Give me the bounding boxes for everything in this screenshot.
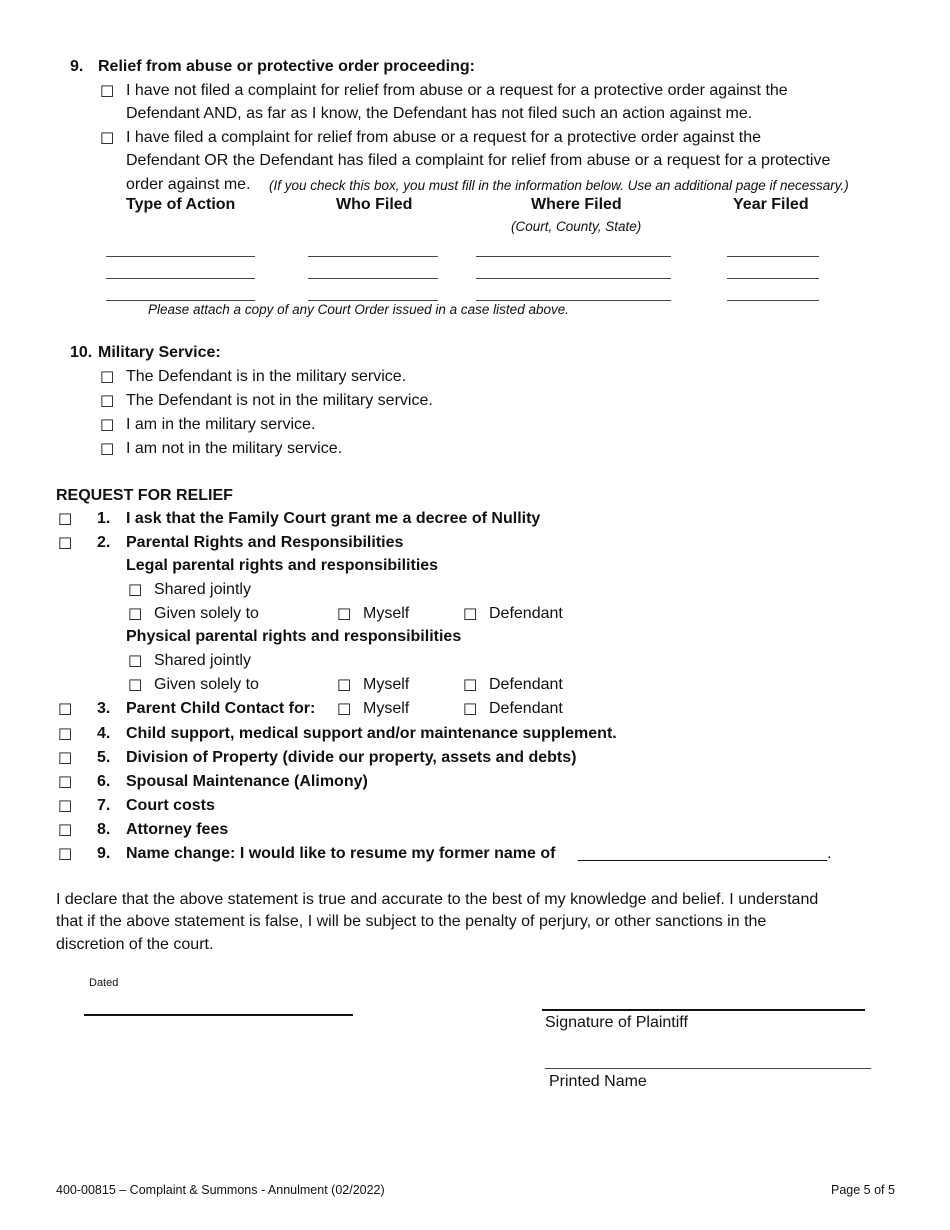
type-of-action-field-2[interactable] bbox=[106, 278, 255, 279]
checkbox-legal-shared[interactable]: ☐ bbox=[128, 581, 143, 600]
who-filed-field-1[interactable] bbox=[308, 256, 438, 257]
type-of-action-field-3[interactable] bbox=[106, 300, 255, 301]
relief-1-label: I ask that the Family Court grant me a decree of Nullity bbox=[126, 510, 541, 527]
relief-3-number: 3. bbox=[97, 700, 111, 717]
relief-8-label: Attorney fees bbox=[126, 821, 229, 838]
option-filed-line1: I have filed a complaint for relief from abuse or a request for a protective order against the bbox=[126, 129, 761, 146]
type-of-action-field-1[interactable] bbox=[106, 256, 255, 257]
checkbox-not-filed[interactable]: ☐ bbox=[100, 82, 115, 101]
relief-9-number: 9. bbox=[97, 845, 111, 862]
checkbox-plaintiff-not-military[interactable]: ☐ bbox=[100, 440, 115, 459]
printed-name-field[interactable] bbox=[545, 1068, 871, 1069]
footer-form-id: 400-00815 – Complaint & Summons - Annulment (02/2022) bbox=[56, 1183, 385, 1197]
relief-6-label: Spousal Maintenance (Alimony) bbox=[126, 773, 368, 790]
checkbox-filed[interactable]: ☐ bbox=[100, 129, 115, 148]
physical-shared-label: Shared jointly bbox=[154, 652, 251, 669]
year-filed-field-3[interactable] bbox=[727, 300, 819, 301]
relief-5-label: Division of Property (divide our property, assets and debts) bbox=[126, 749, 577, 766]
request-for-relief-heading: REQUEST FOR RELIEF bbox=[56, 487, 233, 504]
where-filed-field-1[interactable] bbox=[476, 256, 671, 257]
relief-8-number: 8. bbox=[97, 821, 111, 838]
footer-page-number: Page 5 of 5 bbox=[831, 1183, 895, 1197]
where-filed-subtitle: (Court, County, State) bbox=[511, 219, 642, 234]
who-filed-field-2[interactable] bbox=[308, 278, 438, 279]
physical-given-label: Given solely to bbox=[154, 676, 259, 693]
relief-9-label: Name change: I would like to resume my former name of bbox=[126, 845, 556, 862]
option-defendant-military: The Defendant is in the military service. bbox=[126, 368, 407, 385]
section-9-title: Relief from abuse or protective order proceeding: bbox=[98, 58, 475, 75]
column-year-filed: Year Filed bbox=[733, 196, 809, 213]
relief-6-number: 6. bbox=[97, 773, 111, 790]
section-9-number: 9. bbox=[70, 58, 84, 75]
year-filed-field-1[interactable] bbox=[727, 256, 819, 257]
checkbox-relief-2[interactable]: ☐ bbox=[58, 534, 73, 553]
option-filed-instruction: (If you check this box, you must fill in the information below. Use an additional page if necessary.) bbox=[269, 178, 849, 193]
relief-1-number: 1. bbox=[97, 510, 111, 527]
relief-4-label: Child support, medical support and/or maintenance supplement. bbox=[126, 725, 617, 742]
signature-label: Signature of Plaintiff bbox=[545, 1014, 688, 1031]
checkbox-legal-defendant[interactable]: ☐ bbox=[463, 605, 478, 624]
legal-defendant-label: Defendant bbox=[489, 605, 563, 622]
attach-note: Please attach a copy of any Court Order issued in a case listed above. bbox=[148, 302, 569, 317]
checkbox-physical-given[interactable]: ☐ bbox=[128, 676, 143, 695]
option-plaintiff-not-military: I am not in the military service. bbox=[126, 440, 343, 457]
relief-2-number: 2. bbox=[97, 534, 111, 551]
checkbox-defendant-not-military[interactable]: ☐ bbox=[100, 392, 115, 411]
section-10-number: 10. bbox=[70, 344, 93, 361]
checkbox-relief-9[interactable]: ☐ bbox=[58, 845, 73, 864]
option-not-filed-line1: I have not filed a complaint for relief from abuse or a request for a protective order against the bbox=[126, 82, 788, 99]
where-filed-field-2[interactable] bbox=[476, 278, 671, 279]
option-not-filed-line2: Defendant AND, as far as I know, the Defendant has not filed such an action against me. bbox=[126, 105, 753, 122]
declaration-line-1: I declare that the above statement is true and accurate to the best of my knowledge and belief. I understand bbox=[56, 891, 819, 908]
where-filed-field-3[interactable] bbox=[476, 300, 671, 301]
checkbox-physical-myself[interactable]: ☐ bbox=[337, 676, 352, 695]
checkbox-relief-3[interactable]: ☐ bbox=[58, 700, 73, 719]
checkbox-relief-4[interactable]: ☐ bbox=[58, 725, 73, 744]
relief-7-number: 7. bbox=[97, 797, 111, 814]
legal-myself-label: Myself bbox=[363, 605, 410, 622]
option-filed-line3: order against me. bbox=[126, 176, 251, 193]
option-plaintiff-military: I am in the military service. bbox=[126, 416, 316, 433]
dated-label: Dated bbox=[89, 977, 119, 989]
legal-given-label: Given solely to bbox=[154, 605, 259, 622]
dated-field[interactable] bbox=[84, 1014, 353, 1016]
physical-myself-label: Myself bbox=[363, 676, 410, 693]
checkbox-relief-7[interactable]: ☐ bbox=[58, 797, 73, 816]
checkbox-defendant-military[interactable]: ☐ bbox=[100, 368, 115, 387]
column-who-filed: Who Filed bbox=[336, 196, 413, 213]
physical-defendant-label: Defendant bbox=[489, 676, 563, 693]
contact-defendant-label: Defendant bbox=[489, 700, 563, 717]
checkbox-relief-6[interactable]: ☐ bbox=[58, 773, 73, 792]
checkbox-physical-shared[interactable]: ☐ bbox=[128, 652, 143, 671]
signature-field[interactable] bbox=[542, 1009, 865, 1011]
checkbox-contact-myself[interactable]: ☐ bbox=[337, 700, 352, 719]
checkbox-legal-given[interactable]: ☐ bbox=[128, 605, 143, 624]
printed-name-label: Printed Name bbox=[549, 1073, 647, 1090]
relief-4-number: 4. bbox=[97, 725, 111, 742]
declaration-line-2: that if the above statement is false, I will be subject to the penalty of perjury, or other sanctions in the bbox=[56, 913, 767, 930]
section-10-title: Military Service: bbox=[98, 344, 221, 361]
checkbox-contact-defendant[interactable]: ☐ bbox=[463, 700, 478, 719]
option-defendant-not-military: The Defendant is not in the military service. bbox=[126, 392, 433, 409]
former-name-field[interactable]: ____________________________. bbox=[578, 845, 832, 862]
physical-rights-heading: Physical parental rights and responsibilities bbox=[126, 628, 462, 645]
checkbox-plaintiff-military[interactable]: ☐ bbox=[100, 416, 115, 435]
year-filed-field-2[interactable] bbox=[727, 278, 819, 279]
checkbox-legal-myself[interactable]: ☐ bbox=[337, 605, 352, 624]
declaration-line-3: discretion of the court. bbox=[56, 936, 214, 953]
relief-5-number: 5. bbox=[97, 749, 111, 766]
contact-myself-label: Myself bbox=[363, 700, 410, 717]
checkbox-relief-1[interactable]: ☐ bbox=[58, 510, 73, 529]
column-type-of-action: Type of Action bbox=[126, 196, 236, 213]
relief-7-label: Court costs bbox=[126, 797, 215, 814]
checkbox-physical-defendant[interactable]: ☐ bbox=[463, 676, 478, 695]
relief-2-label: Parental Rights and Responsibilities bbox=[126, 534, 404, 551]
legal-rights-heading: Legal parental rights and responsibilities bbox=[126, 557, 439, 574]
checkbox-relief-5[interactable]: ☐ bbox=[58, 749, 73, 768]
option-filed-line2: Defendant OR the Defendant has filed a complaint for relief from abuse or a request for a protective bbox=[126, 152, 831, 169]
relief-3-label: Parent Child Contact for: bbox=[126, 700, 316, 717]
column-where-filed: Where Filed bbox=[531, 196, 622, 213]
legal-shared-label: Shared jointly bbox=[154, 581, 251, 598]
checkbox-relief-8[interactable]: ☐ bbox=[58, 821, 73, 840]
who-filed-field-3[interactable] bbox=[308, 300, 438, 301]
